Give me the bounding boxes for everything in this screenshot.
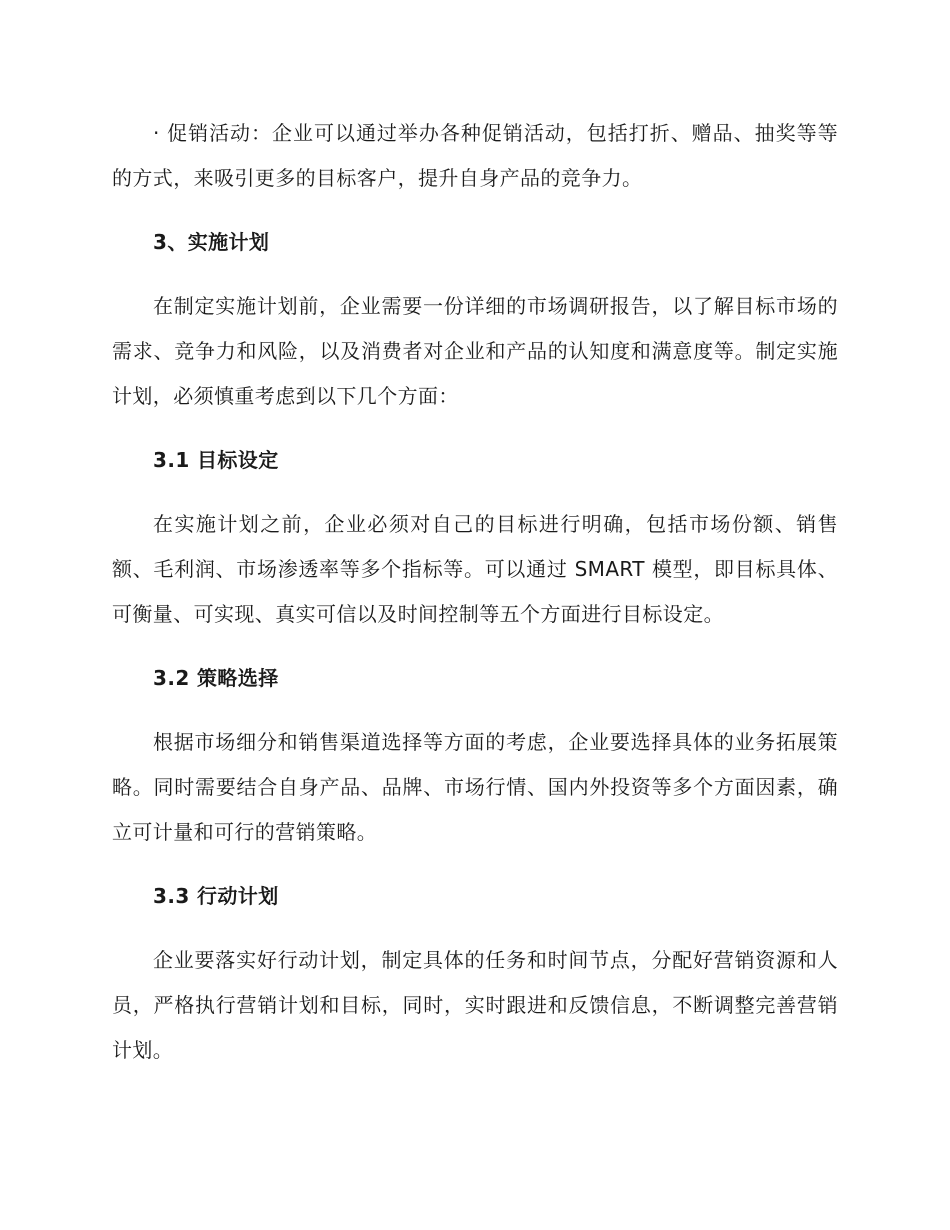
action-plan-paragraph: 企业要落实好行动计划，制定具体的任务和时间节点，分配好营销资源和人员，严格执行营销计划和目标，同时，实时跟进和反馈信息，不断调整完善营销计划。 — [112, 948, 838, 1062]
subsection-heading-action-plan: 3.3 行动计划 — [153, 884, 279, 908]
section-heading-implementation-plan: 3、实施计划 — [153, 230, 270, 254]
subsection-heading-strategy-selection: 3.2 策略选择 — [153, 666, 279, 690]
subsection-heading-goal-setting: 3.1 目标设定 — [153, 448, 279, 472]
promotion-bullet-paragraph: · 促销活动：企业可以通过举办各种促销活动，包括打折、赠品、抽奖等等的方式，来吸引更多的目标客户，提升自身产品的竞争力。 — [112, 121, 838, 190]
strategy-selection-paragraph: 根据市场细分和销售渠道选择等方面的考虑，企业要选择具体的业务拓展策略。同时需要结合自身产品、品牌、市场行情、国内外投资等多个方面因素，确立可计量和可行的营销策略。 — [112, 730, 838, 844]
goal-setting-paragraph: 在实施计划之前，企业必须对自己的目标进行明确，包括市场份额、销售额、毛利润、市场渗透率等多个指标等。可以通过 SMART 模型，即目标具体、可衡量、可实现、真实可信以及时间控制等五个方面进行目标设定。 — [112, 512, 838, 626]
implementation-plan-paragraph: 在制定实施计划前，企业需要一份详细的市场调研报告，以了解目标市场的需求、竞争力和风险，以及消费者对企业和产品的认知度和满意度等。制定实施计划，必须慎重考虑到以下几个方面： — [112, 294, 838, 408]
